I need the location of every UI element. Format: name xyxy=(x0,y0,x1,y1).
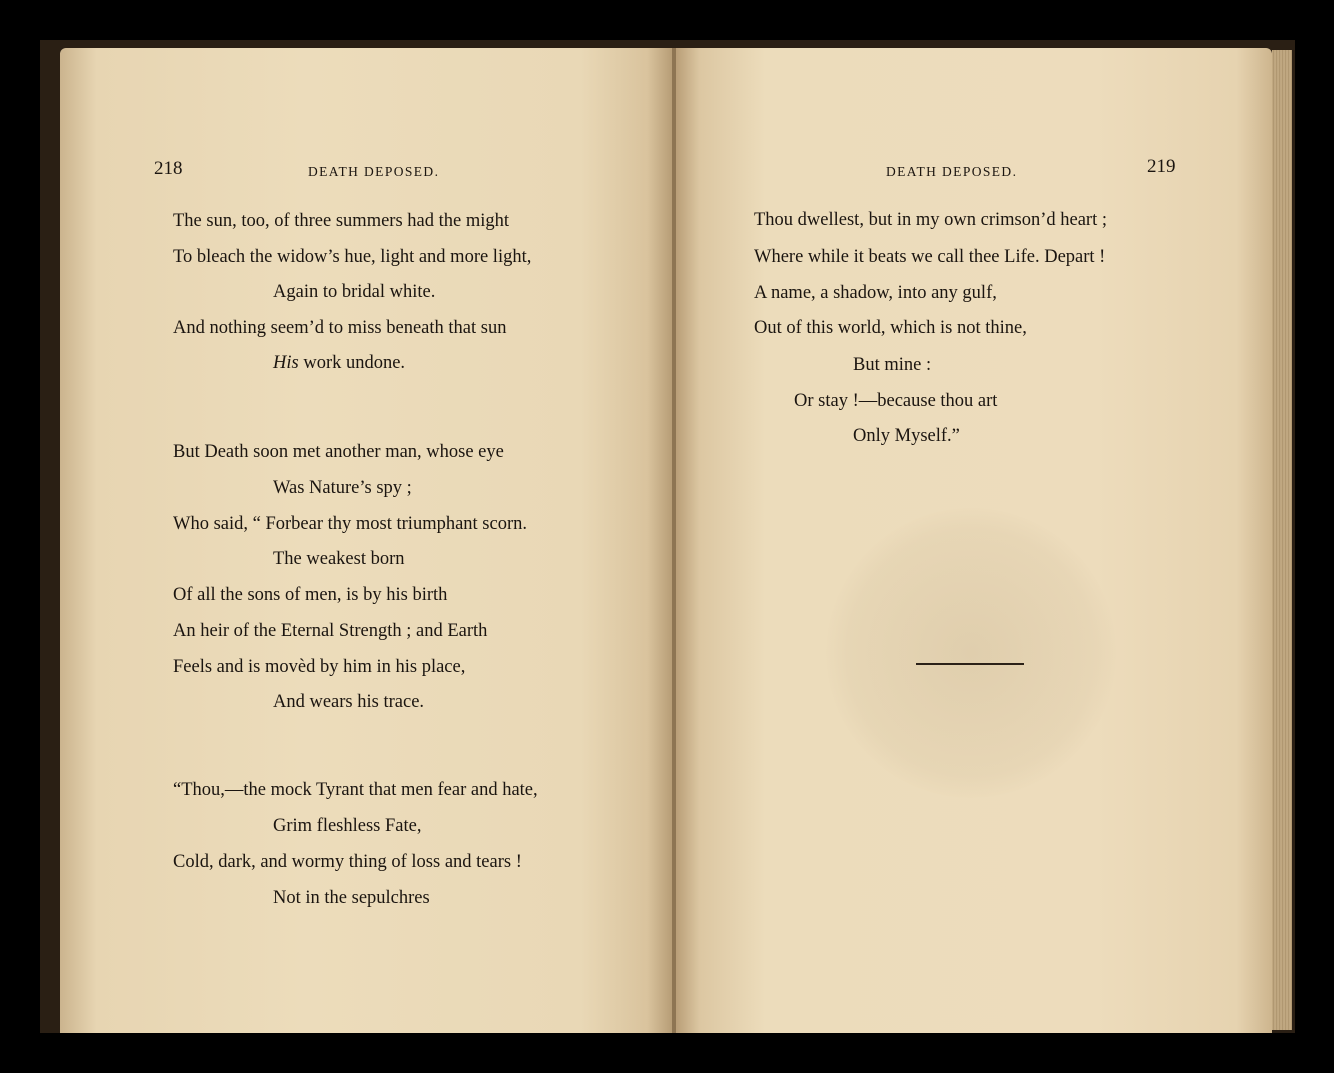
poem-line: A name, a shadow, into any gulf, xyxy=(754,283,997,303)
right-page xyxy=(676,48,1272,1033)
poem-line: The weakest born xyxy=(273,549,405,569)
open-book xyxy=(40,40,1295,1033)
poem-line: Not in the sepulchres xyxy=(273,888,430,908)
poem-line: Only Myself.” xyxy=(853,426,960,446)
poem-line: The sun, too, of three summers had the might xyxy=(173,211,510,231)
poem-line-indented xyxy=(273,353,405,374)
page-edges xyxy=(1272,50,1292,1030)
poem-line-rest: work undone. xyxy=(303,353,406,373)
poem-line: Where while it beats we call thee Life. Depart ! xyxy=(754,247,1106,267)
poem-line: And nothing seem’d to miss beneath that sun xyxy=(173,318,507,338)
poem-line: Thou dwellest, but in my own crimson’d heart ; xyxy=(754,210,1107,230)
poem-line: An heir of the Eternal Strength ; and Earth xyxy=(173,621,488,641)
poem-line: Again to bridal white. xyxy=(273,282,436,302)
poem-line: Who said, “ Forbear thy most triumphant scorn. xyxy=(173,514,528,534)
poem-line: “Thou,—the mock Tyrant that men fear and hate, xyxy=(173,780,538,800)
poem-line: Feels and is movèd by him in his place, xyxy=(173,657,466,677)
poem-line: And wears his trace. xyxy=(273,692,425,712)
poem-line: But mine : xyxy=(853,355,932,375)
poem-line: But Death soon met another man, whose eye xyxy=(173,442,504,462)
poem-line: Grim fleshless Fate, xyxy=(273,816,422,836)
poem-line: Cold, dark, and wormy thing of loss and tears ! xyxy=(173,852,522,872)
poem-line: Or stay !—because thou art xyxy=(794,391,998,411)
poem-line: Of all the sons of men, is by his birth xyxy=(173,585,448,605)
page-number-right: 219 xyxy=(1147,156,1176,177)
poem-line: Out of this world, which is not thine, xyxy=(754,318,1027,338)
end-rule xyxy=(916,663,1024,665)
running-head-left: DEATH DEPOSED. xyxy=(308,164,440,179)
italic-word: His xyxy=(273,353,299,373)
bleed-through-illustration xyxy=(826,508,1116,798)
left-page xyxy=(60,48,672,1033)
running-head-right: DEATH DEPOSED. xyxy=(886,164,1018,179)
poem-line: Was Nature’s spy ; xyxy=(273,478,412,498)
poem-line: To bleach the widow’s hue, light and more light, xyxy=(173,247,532,267)
page-number-left: 218 xyxy=(154,158,183,179)
